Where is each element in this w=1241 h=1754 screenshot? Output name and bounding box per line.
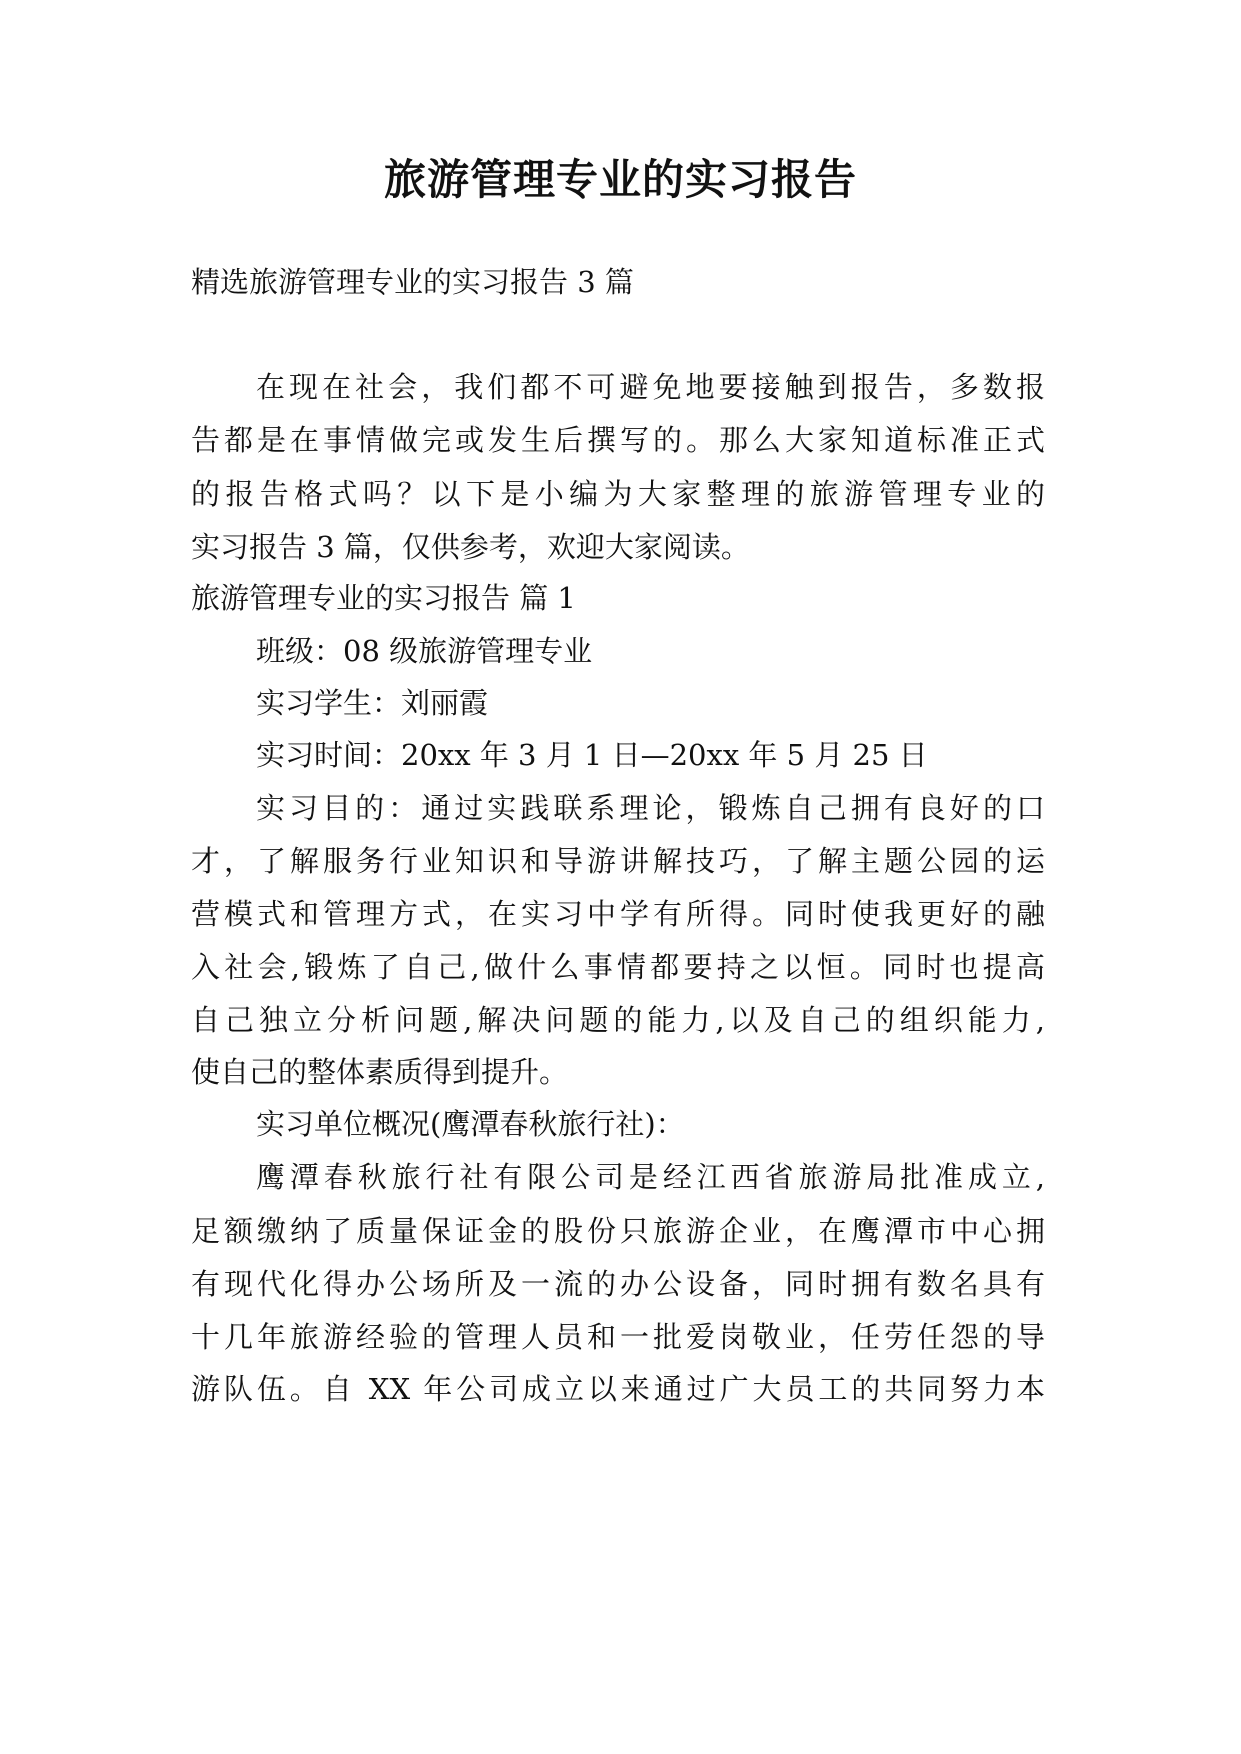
- student-line: 实习学生：刘丽霞: [256, 686, 489, 720]
- unit-line-5: 游队伍。自 XX 年公司成立以来通过广大员工的共同努力本: [191, 1372, 1045, 1406]
- intro-line-2: 告都是在事情做完或发生后撰写的。那么大家知道标准正式: [191, 423, 1045, 457]
- document-title: 旅游管理专业的实习报告: [383, 155, 857, 204]
- purpose-line-3: 营模式和管理方式，在实习中学有所得。同时使我更好的融: [191, 897, 1045, 931]
- unit-line-1: 鹰潭春秋旅行社有限公司是经江西省旅游局批准成立,: [256, 1160, 1045, 1194]
- time-line: 实习时间：20xx 年 3 月 1 日—20xx 年 5 月 25 日: [256, 738, 928, 772]
- unit-line-4: 十几年旅游经验的管理人员和一批爱岗敬业，任劳任怨的导: [191, 1320, 1045, 1354]
- document-subtitle: 精选旅游管理专业的实习报告 3 篇: [191, 265, 634, 299]
- section-heading: 旅游管理专业的实习报告 篇 1: [191, 581, 576, 615]
- intro-line-4: 实习报告 3 篇，仅供参考，欢迎大家阅读。: [191, 530, 750, 564]
- unit-heading: 实习单位概况(鹰潭春秋旅行社)：: [256, 1107, 685, 1141]
- purpose-line-2: 才，了解服务行业知识和导游讲解技巧，了解主题公园的运: [191, 844, 1045, 878]
- unit-line-3: 有现代化得办公场所及一流的办公设备，同时拥有数名具有: [191, 1267, 1045, 1301]
- purpose-line-1: 实习目的：通过实践联系理论，锻炼自己拥有良好的口: [256, 791, 1045, 825]
- intro-line-3: 的报告格式吗？以下是小编为大家整理的旅游管理专业的: [191, 477, 1045, 511]
- unit-line-2: 足额缴纳了质量保证金的股份只旅游企业，在鹰潭市中心拥: [191, 1214, 1045, 1248]
- purpose-line-4: 入社会,锻炼了自己,做什么事情都要持之以恒。同时也提高: [191, 950, 1045, 984]
- class-line: 班级：08 级旅游管理专业: [256, 634, 593, 668]
- purpose-line-6: 使自己的整体素质得到提升。: [191, 1055, 569, 1089]
- purpose-line-5: 自己独立分析问题,解决问题的能力,以及自己的组织能力,: [191, 1003, 1045, 1037]
- intro-line-1: 在现在社会，我们都不可避免地要接触到报告，多数报: [256, 370, 1045, 404]
